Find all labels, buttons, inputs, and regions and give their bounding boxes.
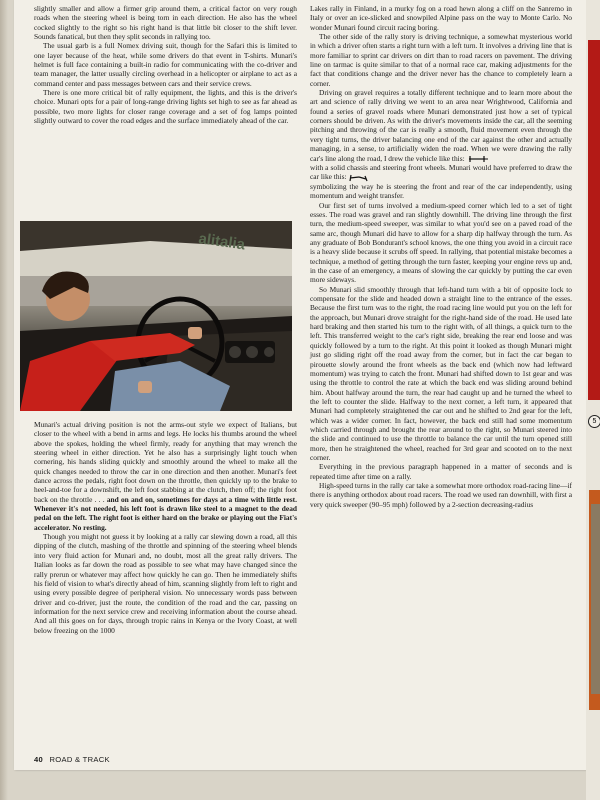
text-run: Driving on gravel requires a totally different technique and to learn more about the art and science of rally driving we went to an area near Wrightwood, California and found a series of gravel roads where Munari demonstrated just how a set of typical corners should be driven. As with the driver's movements inside the car, all the seeming pitching and throwing of the car is really a smooth, fluid movement even through the very tight turns, the driver balancing one end of the car against the other and actually managing, in a sense, to artificially widen the road. When we were drawing the rally car's line along the road, I drew the vehicle like this:	[310, 88, 572, 163]
text-run: Munari's actual driving position is not the arms-out style we expect of Italians, but closer to the wheel with a bend in arms and legs. He locks his thumbs around the wheel above the spokes, holding the wheel firmly, ready for anything that may wrench the steering wheel in either direction. Yet he also has a surprisingly light touch when cornering, his hands sliding quickly and smoothly around the wheel to make all the quick changes needed to throw the car in one direction and then another. Munari's feet dance across the pedals, right foot down on the throttle, then quickly up to the brake to heel-and-toe for a downshift, the left foot stabbing at the clutch, then off; the right foot back on the throttle . . .	[34, 420, 297, 504]
left-column-top	[34, 4, 297, 125]
orange-stripe	[589, 490, 600, 710]
sliding-car-sketch-icon	[348, 173, 370, 182]
page-number: 40	[34, 755, 44, 764]
paragraph: The usual garb is a full Nomex driving suit, though for the Safari this is limited to one layer because of the heat, while some drivers do that event in T-shirts. Munari's helmet is full face containing a built-in radio for communicating with the co-driver and team manager, the latter usually circling overhead in a helicopter or airplane to act as a command center and pass messages between cars and their service crews.	[34, 41, 297, 88]
facing-page-edge	[586, 0, 600, 800]
sign-text: alitalia	[197, 230, 247, 254]
scan-shadow	[0, 0, 8, 800]
magazine-page	[14, 0, 586, 770]
paragraph	[34, 420, 297, 532]
paragraph: slightly smaller and allow a firmer grip around them, a critical factor on very rough roads when the steering wheel is being torn in each direction. He also has the wheel cocked slightly to the right so his right hand is that little bit closer to the shift lever. Sounds fanatical, but then they split seconds in rallying too.	[34, 4, 297, 42]
paragraph: Though you might not guess it by looking at a rally car slewing down a road, all this dipping of the clutch, mashing of the throttle and spinning of the steering wheel blends into very fluid action for Munari and, no doubt, most all the great rally drivers. The Italian looks as far down the road as possible to see what may have changed since the rally prerun or whatever may affect how quickly he can go. Then he immediately shifts his field of vision to what's directly ahead of him, scanning slightly from left to right and using every possible degree of peripheral vision. No unnecessary words pass between driver and co-driver, just the route, the condition of the road and the car, passing on information for the next service crew and receiving information about the course ahead. And all this goes on for days, through tropic rains in Kenya or the Ivory Coast, at well below freezing on the 1000	[34, 532, 297, 635]
magazine-name: ROAD & TRACK	[49, 755, 110, 764]
right-column	[310, 4, 572, 509]
paragraph: Everything in the previous paragraph happened in a matter of seconds and is repeated time after time on a rally.	[310, 462, 572, 481]
paragraph: High-speed turns in the rally car take a somewhat more orthodox road-racing line—if there is anything orthodox about road racers. The road we used ran downhill, with first a very quick sweeper (90–95 mph) followed by a 2-section decreasing-radius	[310, 480, 572, 509]
paragraph: So Munari slid smoothly through that left-hand turn with a bit of opposite lock to compensate for the slide and headed down a straight line to the entrance of the esses. Because the first turn was to the right, the road racing line would put you on the left for the approach, but Munari drove straight for the right-hand side of the road. He used late hard braking and then started his turn to the right with, of all things, a quick turn to the left. This transferred weight to the car's right side, breaking the rear end loose and was quickly followed by a turn to the right. At this point it looked as though Munari might just go sliding right off the road away from the corner, but in fact the car began to pirouette slowly around the front wheels as the back end (which now had leftward momentum) was trying to catch the front. Munari had shifted down to 1st gear and was using the throttle to control the rate at which the back end was sliding around behind him. About halfway around the turn, the rear had caught up and he turned the wheel to the left to counter the slide. Halfway to the next corner, a left turn, it appeared that Munari had completely straightened the car out and he shifted to 2nd gear for the left, which was a wider corner. In fact, however, the back end still had some momentum which carried through and brought the rear around to the right, so Munari steered into the slide and continued to use the throttle to balance the car until the turn opened still more, then he straightened the wheel, reached for 3rd gear and scooted on to the next corner.	[310, 284, 572, 462]
solid-car-sketch-icon	[467, 155, 489, 163]
driver-photo-illustration	[20, 221, 292, 411]
text-run: with a solid chassis and steering front wheels. Munari would have preferred to draw the car like this:	[310, 162, 572, 182]
paragraph: Our first set of turns involved a medium-speed corner which led to a set of tight esses. The road was gravel and ran slightly downhill. The driving line through the first turn, the medium-speed sweeper, was similar to what you'd see on a paved road of the same arc, though Munari did have to allow for a sharp dip halfway through the turn. As any graduate of Bob Bondurant's school knows, the one thing you avoid in a circuit race is a heavy slide because it scrubs off speed. In rallying, that potential mistake becomes a technique, a method of getting through the turn faster, keeping your engine revs up and, in the case of an emergency, a means of slowing the car quickly by putting the car even more sideways.	[310, 200, 572, 285]
emphasis-run: and on and on, sometimes for days at a time with little rest. Whenever it's not needed, his left foot is drawn like steel to a magnet to the dead pedal on the left. The right foot is either hard on the brake or playing out the Fiat's accelerator. No resting.	[34, 494, 297, 532]
left-column-bottom	[34, 420, 297, 635]
paragraph	[310, 163, 572, 182]
paragraph: Lakes rally in Finland, in a murky fog on a road hewn along a cliff on the Sanremo in Italy or over an ice-slicked and snowpiled Alpine pass on the way to Monte Carlo. No wonder Munari found circuit racing boring.	[310, 4, 572, 32]
page-footer	[34, 755, 110, 764]
paragraph: symbolizing the way he is steering the front and rear of the car independently, using momentum and weight transfer.	[310, 181, 572, 201]
edge-marker: 5	[588, 415, 600, 428]
red-stripe	[588, 40, 600, 400]
paragraph: There is one more critical bit of rally equipment, the lights, and this is the driver's choice. Munari opts for a pair of long-range driving lights set high to see as far ahead as possible, two more lights for closer range coverage and a set of fog lamps pointed slightly outward to cover the road edges and the surface immediately ahead of the car.	[34, 88, 297, 126]
driver-photo	[20, 221, 292, 411]
edge-photo-fragment	[591, 504, 600, 694]
paragraph: The other side of the rally story is driving technique, a somewhat mysterious world in which a driver often starts a right turn with a left turn. It involves a driving line that is more familiar to sprint car drivers on dirt than to road racers on pavement. The driving line on tarmac is quite similar to that of a normal race car, making adjustments for the fact that conditions change and the driver never has the chance to completely learn a corner.	[310, 32, 572, 88]
paragraph	[310, 88, 572, 163]
